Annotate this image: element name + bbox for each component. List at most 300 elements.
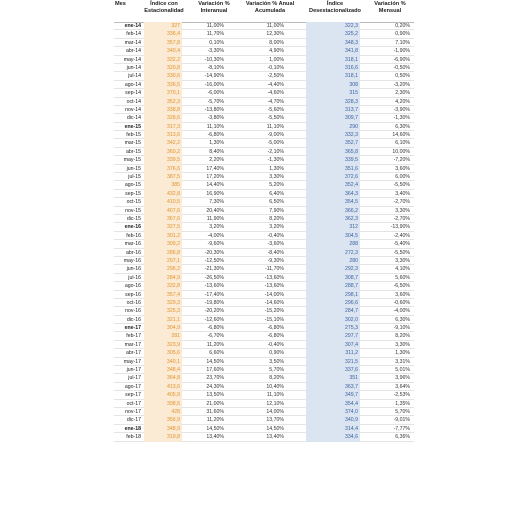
cell-variacion-mensual: 0,90% — [395, 31, 410, 38]
cell-indice-estacional: 304,9 — [144, 324, 182, 332]
cell-indice-desestacionalizado: 340,9 — [306, 416, 360, 424]
table-row — [114, 366, 414, 374]
table-row — [114, 215, 414, 223]
cell-variacion-interanual: -6,00% — [207, 90, 224, 97]
table-row — [114, 282, 414, 290]
cell-indice-desestacionalizado: 275,3 — [306, 324, 360, 332]
table-row — [114, 249, 414, 257]
cell-indice-desestacionalizado: 272,3 — [306, 249, 360, 257]
cell-indice-estacional: 385 — [144, 181, 182, 189]
cell-variacion-anual-acumulada: -5,00% — [267, 140, 284, 147]
cell-indice-estacional: 296,2 — [144, 265, 182, 273]
cell-variacion-anual-acumulada: 8,20% — [269, 215, 284, 222]
cell-variacion-anual-acumulada: 5,20% — [269, 182, 284, 189]
cell-indice-desestacionalizado: 374,0 — [306, 408, 360, 416]
data-table — [114, 0, 414, 530]
cell-variacion-anual-acumulada: 13,70% — [266, 417, 284, 424]
cell-variacion-anual-acumulada: 11,10% — [266, 392, 284, 399]
cell-indice-estacional: 367,6 — [144, 215, 182, 223]
table-row — [114, 332, 414, 340]
table-row — [114, 148, 414, 156]
table-row — [114, 358, 414, 366]
cell-variacion-interanual: 21,00% — [206, 400, 224, 407]
cell-variacion-mensual: -3,20% — [393, 81, 410, 88]
cell-variacion-mensual: -2,70% — [393, 199, 410, 206]
cell-indice-desestacionalizado: 364,3 — [306, 190, 360, 198]
cell-variacion-mensual: 5,60% — [395, 274, 410, 281]
cell-mes: nov-14 — [125, 106, 141, 113]
cell-mes: nov-17 — [125, 408, 141, 415]
cell-indice-estacional: 327,5 — [144, 223, 182, 231]
cell-mes: jun-14 — [126, 64, 141, 71]
cell-variacion-interanual: 11,20% — [206, 341, 224, 348]
cell-indice-desestacionalizado: 284,7 — [306, 307, 360, 315]
cell-variacion-interanual: -20,20% — [204, 308, 224, 315]
cell-mes: jul-17 — [128, 375, 141, 382]
cell-variacion-interanual: 11,20% — [206, 417, 224, 424]
table-row — [114, 165, 414, 173]
cell-variacion-mensual: 6,30% — [395, 316, 410, 323]
cell-variacion-anual-acumulada: -9,30% — [267, 257, 284, 264]
table-row — [114, 400, 414, 408]
cell-indice-desestacionalizado: 352,4 — [306, 181, 360, 189]
cell-indice-estacional: 317,3 — [144, 123, 182, 131]
cell-indice-estacional: 387,5 — [144, 173, 182, 181]
cell-variacion-mensual: -5,40% — [393, 241, 410, 248]
cell-mes: may-16 — [123, 257, 141, 264]
cell-variacion-interanual: 11,10% — [206, 123, 224, 130]
table-row — [114, 56, 414, 64]
cell-indice-estacional: 364,8 — [144, 374, 182, 382]
cell-variacion-anual-acumulada: -4,70% — [267, 98, 284, 105]
cell-indice-desestacionalizado: 349,7 — [306, 391, 360, 399]
cell-indice-estacional: 338,8 — [144, 106, 182, 114]
cell-variacion-interanual: -6,80% — [207, 325, 224, 332]
table-row — [114, 391, 414, 399]
table-row — [114, 316, 414, 324]
cell-mes: abr-15 — [126, 148, 141, 155]
cell-indice-estacional: 336,4 — [144, 30, 182, 38]
cell-variacion-interanual: -13,60% — [204, 283, 224, 290]
cell-variacion-interanual: 17,20% — [206, 174, 224, 181]
cell-variacion-anual-acumulada: 1,00% — [269, 56, 284, 63]
cell-variacion-mensual: -3,90% — [393, 106, 410, 113]
cell-variacion-interanual: -21,30% — [204, 266, 224, 273]
cell-variacion-mensual: -6,50% — [393, 283, 410, 290]
cell-variacion-mensual: 5,70% — [395, 408, 410, 415]
cell-variacion-interanual: -17,40% — [204, 291, 224, 298]
cell-mes: abr-17 — [126, 350, 141, 357]
cell-indice-estacional: 407,6 — [144, 207, 182, 215]
table-row — [114, 291, 414, 299]
cell-variacion-interanual: -26,50% — [204, 274, 224, 281]
table-row — [114, 98, 414, 106]
cell-mes: feb-15 — [126, 132, 141, 139]
table-row — [114, 349, 414, 357]
cell-variacion-anual-acumulada: -5,60% — [267, 106, 284, 113]
cell-variacion-anual-acumulada: 1,30% — [269, 165, 284, 172]
cell-indice-desestacionalizado: 312 — [306, 223, 360, 231]
cell-variacion-interanual: 14,50% — [206, 358, 224, 365]
table-row — [114, 341, 414, 349]
cell-variacion-anual-acumulada: 14,00% — [266, 408, 284, 415]
cell-mes: ago-16 — [124, 283, 141, 290]
cell-indice-estacional: 339,5 — [144, 156, 182, 164]
cell-variacion-mensual: -2,40% — [393, 232, 410, 239]
cell-variacion-mensual: -4,00% — [393, 308, 410, 315]
cell-mes: mar-15 — [124, 140, 141, 147]
cell-indice-desestacionalizado: 348,3 — [306, 39, 360, 47]
cell-mes: mar-14 — [124, 39, 141, 46]
cell-mes: sep-17 — [125, 392, 141, 399]
cell-indice-desestacionalizado: 354,5 — [306, 198, 360, 206]
cell-variacion-mensual: 3,64% — [395, 383, 410, 390]
cell-variacion-anual-acumulada: -0,40% — [267, 232, 284, 239]
cell-variacion-interanual: 13,50% — [206, 392, 224, 399]
cell-variacion-anual-acumulada: 7,90% — [269, 207, 284, 214]
cell-mes: feb-16 — [126, 232, 141, 239]
cell-variacion-mensual: 6,36% — [395, 434, 410, 441]
table-row — [114, 299, 414, 307]
cell-indice-estacional: 352,3 — [144, 98, 182, 106]
cell-mes: jul-14 — [128, 73, 141, 80]
cell-variacion-anual-acumulada: 6,40% — [269, 190, 284, 197]
table-row — [114, 89, 414, 97]
cell-variacion-mensual: -7,20% — [393, 157, 410, 164]
cell-variacion-mensual: 3,30% — [395, 341, 410, 348]
cell-indice-desestacionalizado: 318,1 — [306, 72, 360, 80]
cell-variacion-interanual: -6,70% — [207, 333, 224, 340]
cell-indice-desestacionalizado: 308 — [306, 81, 360, 89]
cell-indice-desestacionalizado: 351,6 — [306, 165, 360, 173]
header-variacion-mensual: Variación % Mensual — [374, 1, 406, 14]
table-body — [114, 22, 414, 442]
cell-indice-estacional: 357,8 — [144, 39, 182, 47]
cell-indice-desestacionalizado: 292,3 — [306, 265, 360, 273]
cell-variacion-anual-acumulada: -8,40% — [267, 249, 284, 256]
cell-indice-estacional: 321,1 — [144, 316, 182, 324]
cell-indice-estacional: 356,9 — [144, 416, 182, 424]
cell-variacion-interanual: 23,70% — [206, 375, 224, 382]
cell-variacion-mensual: 6,30% — [395, 123, 410, 130]
cell-variacion-interanual: 16,90% — [206, 190, 224, 197]
cell-indice-estacional: 432,8 — [144, 190, 182, 198]
cell-indice-estacional: 305,6 — [144, 349, 182, 357]
cell-variacion-interanual: -19,80% — [204, 299, 224, 306]
cell-variacion-anual-acumulada: -2,50% — [267, 73, 284, 80]
cell-indice-estacional: 348,9 — [144, 425, 182, 433]
table-row — [114, 374, 414, 382]
cell-mes: feb-18 — [126, 434, 141, 441]
cell-indice-desestacionalizado: 351 — [306, 374, 360, 382]
cell-mes: may-15 — [123, 157, 141, 164]
cell-variacion-mensual: -13,90% — [390, 224, 410, 231]
cell-indice-desestacionalizado: 328,3 — [306, 98, 360, 106]
cell-variacion-anual-acumulada: 3,50% — [269, 358, 284, 365]
cell-variacion-anual-acumulada: 5,70% — [269, 367, 284, 374]
cell-indice-estacional: 301,2 — [144, 232, 182, 240]
cell-variacion-interanual: 14,50% — [206, 425, 224, 432]
cell-variacion-anual-acumulada: 4,90% — [269, 48, 284, 55]
cell-variacion-anual-acumulada: 11,00% — [266, 23, 284, 29]
cell-indice-estacional: 340,1 — [144, 358, 182, 366]
cell-mes: sep-14 — [125, 90, 141, 97]
table-row — [114, 383, 414, 391]
cell-variacion-interanual: -9,60% — [207, 241, 224, 248]
cell-mes: jun-17 — [126, 367, 141, 374]
cell-variacion-anual-acumulada: 3,20% — [269, 224, 284, 231]
cell-variacion-mensual: 1,30% — [395, 350, 410, 357]
table-row — [114, 39, 414, 47]
cell-mes: mar-16 — [124, 241, 141, 248]
cell-variacion-mensual: -5,50% — [393, 182, 410, 189]
cell-variacion-mensual: -1,90% — [393, 48, 410, 55]
cell-indice-desestacionalizado: 302,0 — [306, 316, 360, 324]
cell-indice-desestacionalizado: 307,4 — [306, 341, 360, 349]
table-row — [114, 240, 414, 248]
cell-indice-estacional: 323,9 — [144, 341, 182, 349]
cell-indice-desestacionalizado: 339,5 — [306, 156, 360, 164]
cell-mes: oct-15 — [126, 199, 141, 206]
cell-indice-estacional: 319,8 — [144, 433, 182, 441]
cell-variacion-mensual: 10,00% — [392, 148, 410, 155]
cell-indice-estacional: 428 — [144, 408, 182, 416]
cell-variacion-mensual: -0,60% — [393, 299, 410, 306]
cell-variacion-mensual: 1,35% — [395, 400, 410, 407]
cell-variacion-mensual: 3,30% — [395, 257, 410, 264]
table-row — [114, 257, 414, 265]
cell-mes: oct-16 — [126, 299, 141, 306]
cell-indice-desestacionalizado: 372,6 — [306, 173, 360, 181]
cell-variacion-mensual: 8,20% — [395, 333, 410, 340]
table-row — [114, 265, 414, 273]
cell-mes: ago-14 — [124, 81, 141, 88]
cell-indice-desestacionalizado: 298,1 — [306, 291, 360, 299]
cell-indice-estacional: 309,2 — [144, 240, 182, 248]
cell-variacion-interanual: 8,40% — [209, 148, 224, 155]
cell-indice-desestacionalizado: 297,7 — [306, 332, 360, 340]
header-indice-estacional: Índice con Estacionalidad — [144, 1, 184, 14]
cell-variacion-anual-acumulada: -9,00% — [267, 132, 284, 139]
cell-variacion-mensual: 3,30% — [395, 207, 410, 214]
cell-indice-estacional: 332,2 — [144, 56, 182, 64]
cell-indice-desestacionalizado: 341,8 — [306, 47, 360, 55]
cell-variacion-anual-acumulada: -4,60% — [267, 90, 284, 97]
cell-variacion-interanual: -16,00% — [204, 81, 224, 88]
header-mes: Mes — [115, 1, 126, 7]
cell-variacion-interanual: -10,30% — [204, 56, 224, 63]
cell-mes: mar-17 — [124, 341, 141, 348]
cell-variacion-interanual: 24,30% — [206, 383, 224, 390]
cell-indice-estacional: 410,5 — [144, 198, 182, 206]
table-row — [114, 198, 414, 206]
cell-variacion-anual-acumulada: -0,10% — [267, 64, 284, 71]
cell-mes: abr-16 — [126, 249, 141, 256]
cell-variacion-mensual: -7,77% — [393, 425, 410, 432]
cell-indice-desestacionalizado: 325,2 — [306, 30, 360, 38]
cell-indice-estacional: 284,9 — [144, 274, 182, 282]
cell-indice-estacional: 286,8 — [144, 249, 182, 257]
cell-variacion-anual-acumulada: 8,00% — [269, 39, 284, 46]
cell-indice-desestacionalizado: 337,6 — [306, 366, 360, 374]
cell-variacion-interanual: -20,30% — [204, 249, 224, 256]
cell-indice-estacional: 330,6 — [144, 72, 182, 80]
cell-variacion-interanual: 6,60% — [209, 350, 224, 357]
cell-mes: ene-17 — [124, 325, 141, 332]
table-row — [114, 223, 414, 231]
table-row — [114, 47, 414, 55]
cell-variacion-interanual: 17,40% — [206, 165, 224, 172]
cell-variacion-interanual: 11,70% — [206, 31, 224, 38]
cell-variacion-interanual: -12,60% — [204, 316, 224, 323]
table-row — [114, 131, 414, 139]
cell-variacion-anual-acumulada: 10,40% — [266, 383, 284, 390]
cell-variacion-interanual: 2,20% — [209, 157, 224, 164]
cell-variacion-mensual: 7,10% — [395, 39, 410, 46]
table-row — [114, 433, 414, 441]
cell-variacion-anual-acumulada: 14,50% — [266, 425, 284, 432]
cell-indice-desestacionalizado: 362,3 — [306, 215, 360, 223]
cell-variacion-anual-acumulada: -1,30% — [267, 157, 284, 164]
cell-variacion-anual-acumulada: 8,20% — [269, 375, 284, 382]
cell-variacion-mensual: 3,60% — [395, 291, 410, 298]
cell-mes: jul-16 — [128, 274, 141, 281]
cell-indice-estacional: 328,6 — [144, 114, 182, 122]
cell-variacion-interanual: -5,70% — [207, 98, 224, 105]
cell-indice-estacional: 413,6 — [144, 383, 182, 391]
cell-variacion-anual-acumulada: 12,30% — [266, 31, 284, 38]
cell-variacion-mensual: 14,60% — [392, 132, 410, 139]
cell-indice-desestacionalizado: 318,1 — [306, 56, 360, 64]
cell-variacion-anual-acumulada: -5,50% — [267, 115, 284, 122]
cell-mes: ago-15 — [124, 182, 141, 189]
cell-mes: dic-15 — [126, 215, 141, 222]
cell-indice-estacional: 336,5 — [144, 81, 182, 89]
table-row — [114, 181, 414, 189]
cell-variacion-mensual: 3,31% — [395, 358, 410, 365]
table-row — [114, 30, 414, 38]
cell-indice-estacional: 297,1 — [144, 257, 182, 265]
cell-variacion-interanual: 14,40% — [206, 182, 224, 189]
cell-variacion-interanual: -12,50% — [204, 257, 224, 264]
cell-indice-estacional: 281 — [144, 332, 182, 340]
cell-variacion-anual-acumulada: -4,40% — [267, 81, 284, 88]
cell-mes: dic-14 — [126, 115, 141, 122]
table-row — [114, 156, 414, 164]
cell-variacion-anual-acumulada: -11,70% — [265, 266, 284, 273]
cell-variacion-mensual: -0,50% — [393, 64, 410, 71]
cell-variacion-interanual: 17,60% — [206, 367, 224, 374]
cell-variacion-interanual: 3,20% — [209, 224, 224, 231]
table-row — [114, 274, 414, 282]
cell-variacion-anual-acumulada: 12,10% — [266, 400, 284, 407]
table-row — [114, 64, 414, 72]
cell-indice-desestacionalizado: 316,6 — [306, 64, 360, 72]
cell-variacion-anual-acumulada: 13,40% — [266, 434, 284, 441]
cell-mes: nov-16 — [125, 308, 141, 315]
cell-variacion-anual-acumulada: -13,60% — [264, 283, 284, 290]
cell-indice-desestacionalizado: 309,7 — [306, 114, 360, 122]
cell-variacion-anual-acumulada: -2,10% — [267, 148, 284, 155]
cell-indice-estacional: 329,3 — [144, 299, 182, 307]
cell-indice-desestacionalizado: 334,6 — [306, 433, 360, 441]
cell-variacion-mensual: -9,01% — [393, 417, 410, 424]
cell-variacion-interanual: 31,60% — [206, 408, 224, 415]
cell-indice-desestacionalizado: 315 — [306, 89, 360, 97]
cell-variacion-mensual: 0,50% — [395, 73, 410, 80]
cell-variacion-mensual: -2,53% — [393, 392, 410, 399]
cell-mes: feb-17 — [126, 333, 141, 340]
cell-variacion-interanual: 0,10% — [209, 39, 224, 46]
cell-variacion-mensual: 5,01% — [395, 367, 410, 374]
cell-indice-estacional: 376,6 — [144, 165, 182, 173]
table-row — [114, 408, 414, 416]
table-row — [114, 324, 414, 332]
cell-indice-desestacionalizado: 308,7 — [306, 274, 360, 282]
header-variacion-interanual: Variación % Interanual — [198, 1, 230, 14]
cell-mes: abr-14 — [126, 48, 141, 55]
cell-indice-estacional: 360,2 — [144, 148, 182, 156]
cell-indice-desestacionalizado: 363,7 — [306, 383, 360, 391]
cell-variacion-anual-acumulada: -0,40% — [267, 341, 284, 348]
cell-indice-estacional: 340,4 — [144, 47, 182, 55]
cell-indice-desestacionalizado: 290 — [306, 123, 360, 131]
table-row — [114, 173, 414, 181]
cell-indice-desestacionalizado: 280 — [306, 257, 360, 265]
cell-mes: dic-17 — [126, 417, 141, 424]
cell-variacion-mensual: 4,10% — [395, 266, 410, 273]
table-row — [114, 114, 414, 122]
cell-indice-desestacionalizado: 288 — [306, 240, 360, 248]
table-row — [114, 22, 414, 30]
cell-indice-estacional: 405,9 — [144, 391, 182, 399]
cell-variacion-interanual: 7,30% — [209, 199, 224, 206]
cell-variacion-anual-acumulada: -15,10% — [264, 316, 284, 323]
cell-mes: ene-15 — [124, 123, 141, 130]
cell-mes: jun-16 — [126, 266, 141, 273]
cell-variacion-interanual: 1,30% — [209, 140, 224, 147]
cell-mes: ago-17 — [124, 383, 141, 390]
header-indice-desestacionalizado: Índice Desestacionalizado — [309, 1, 361, 14]
cell-variacion-anual-acumulada: -6,80% — [267, 333, 284, 340]
cell-variacion-mensual: -2,70% — [393, 215, 410, 222]
cell-variacion-anual-acumulada: 6,50% — [269, 199, 284, 206]
table-row — [114, 307, 414, 315]
cell-mes: feb-14 — [126, 31, 141, 38]
table-row — [114, 425, 414, 433]
cell-variacion-anual-acumulada: 0,90% — [269, 350, 284, 357]
cell-mes: ene-18 — [124, 425, 141, 432]
cell-variacion-anual-acumulada: -6,80% — [267, 325, 284, 332]
cell-mes: oct-14 — [126, 98, 141, 105]
cell-variacion-interanual: 20,40% — [206, 207, 224, 214]
cell-variacion-interanual: -3,80% — [207, 115, 224, 122]
cell-variacion-mensual: 2,30% — [395, 90, 410, 97]
cell-indice-estacional: 357,4 — [144, 291, 182, 299]
cell-variacion-mensual: -1,30% — [393, 115, 410, 122]
cell-mes: jul-15 — [128, 174, 141, 181]
cell-variacion-anual-acumulada: -13,60% — [264, 274, 284, 281]
table-row — [114, 139, 414, 147]
cell-indice-desestacionalizado: 314,4 — [306, 425, 360, 433]
cell-mes: may-14 — [123, 56, 141, 63]
cell-indice-desestacionalizado: 304,5 — [306, 232, 360, 240]
cell-indice-estacional: 313,6 — [144, 131, 182, 139]
cell-variacion-interanual: -14,90% — [204, 73, 224, 80]
cell-mes: nov-15 — [125, 207, 141, 214]
cell-variacion-mensual: 6,10% — [395, 140, 410, 147]
cell-indice-desestacionalizado: 296,6 — [306, 299, 360, 307]
